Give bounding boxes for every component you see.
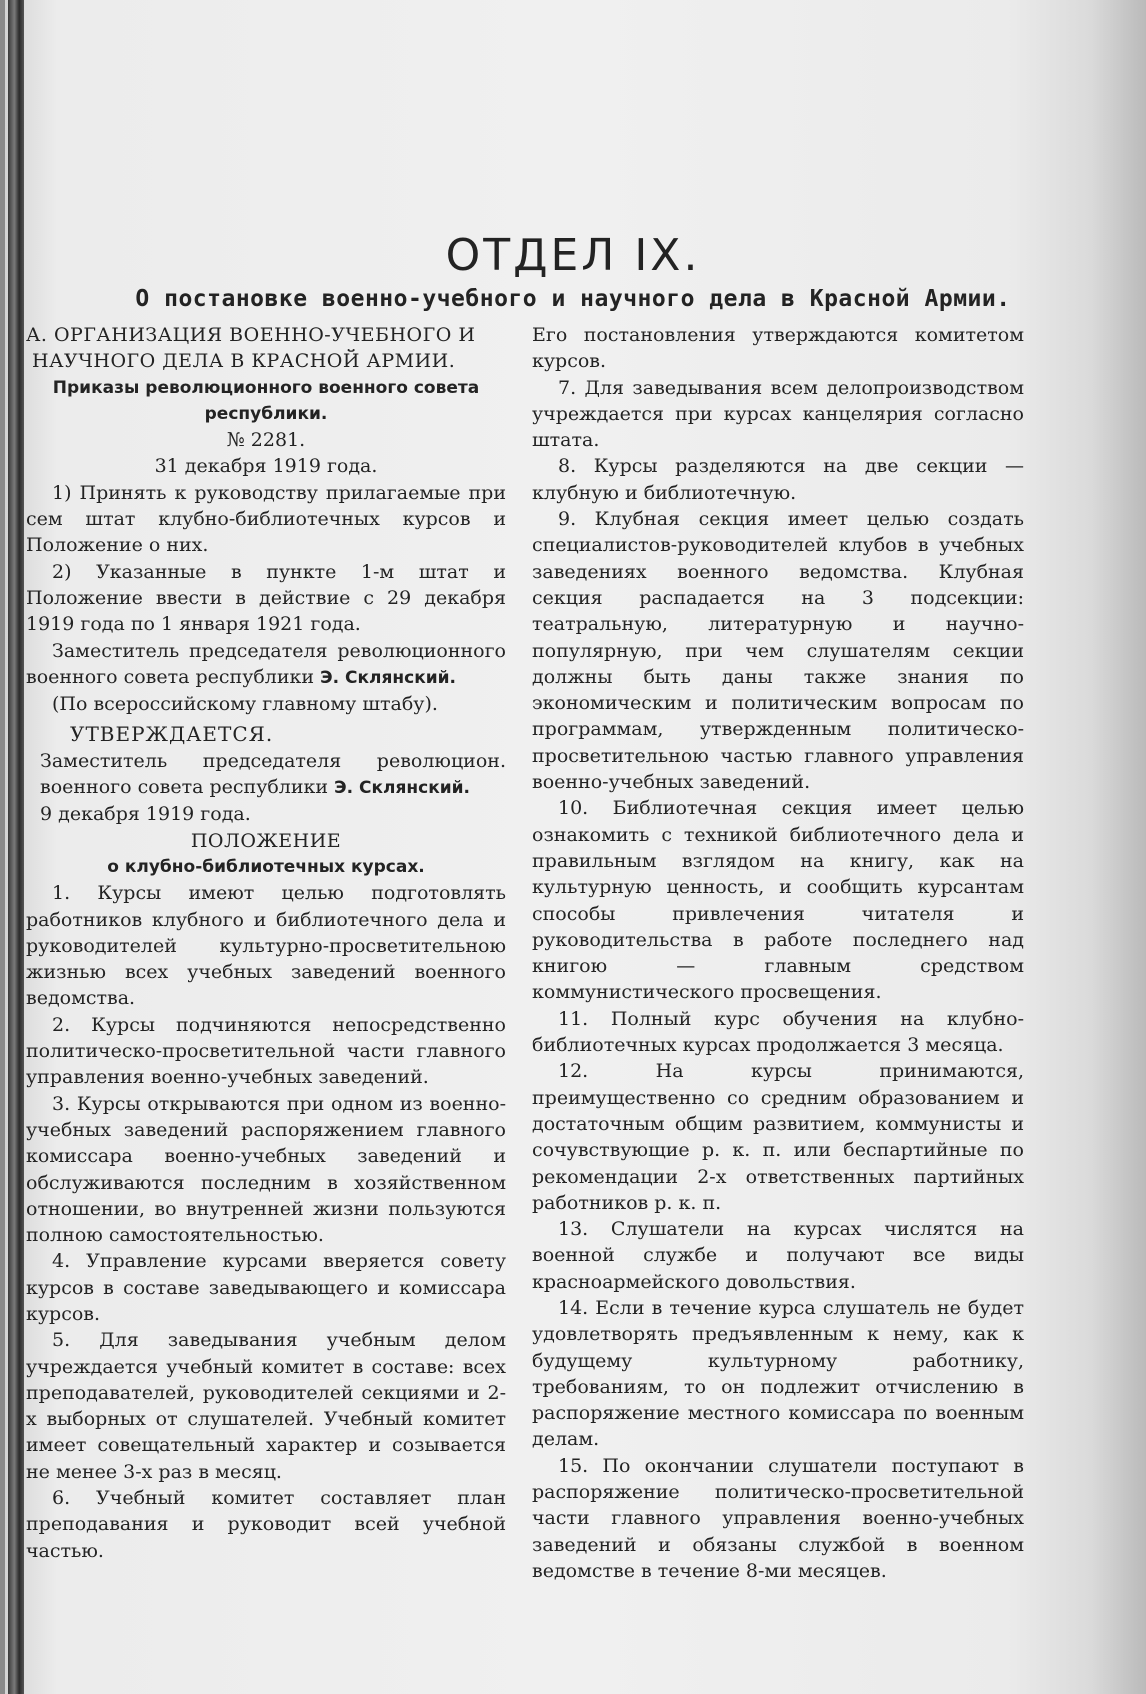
regulation-item-12: 12. На курсы принимаются, преимущественно со средним образованием и достаточным общим развитием, коммунисты и сочувствующие р. к. п. или беспартийные по рекомендации 2-х ответственных партийных работников р. к. п. <box>532 1060 1024 1214</box>
approve-block <box>26 748 506 802</box>
right-column <box>532 322 1024 1584</box>
regulation-item-7: 7. Для заведывания всем делопроизводством учреждается при курсах канцелярия согласно штата. <box>532 376 1024 452</box>
order-paragraph-2: 2) Указанные в пункте 1-м штат и Положение ввести в действие с 29 декабря 1919 года по 1 января 1921 года. <box>26 560 506 636</box>
regulation-subtitle: о клубно-библиотечных курсах. <box>107 856 425 877</box>
regulation-item-15: 15. По окончании слушатели поступают в распоряжение политическо-просветительной части главного управления военно-учебных заведений и обязаны службой в военном ведомстве в течение 8-ми месяцев. <box>532 1454 1024 1582</box>
regulation-item-10: 10. Библиотечная секция имеет целью ознакомить с техникой библиотечного дела и правильным взглядом на книгу, как на культурную ценность, и сообщить курсантам способы привлечения читателя и руководительства в работе последнего над книгою — главным средством коммунистического просвещения. <box>532 797 1024 1004</box>
regulation-item-3: 3. Курсы открываются при одном из военно-учебных заведений распоряжением главного комиссара военно-учебных заведений и обслуживаются последним в хозяйственном отношении, во внутренней жизни пользуются полною самостоятельностью. <box>26 1092 506 1247</box>
regulation-item-8: 8. Курсы разделяются на две секции — клубную и библиотечную. <box>532 455 1024 504</box>
regulation-item-14: 14. Если в течение курса слушатель не будет удовлетворять предъявленным к нему, как к будущему культурному работнику, требованиям, то он подлежит отчислению в распоряжение местного комиссара по военным делам. <box>532 1296 1024 1451</box>
heading-a-line2: НАУЧНОГО ДЕЛА В КРАСНОЙ АРМИИ. <box>32 350 456 373</box>
regulation-item-9: 9. Клубная секция имеет целью создать специалистов-руководителей клубов в учебных заведениях военного ведомства. Клубная секция распадается на 3 подсекции: театральную, литературную и научно-популярную, при чем слушателям секции должны быть даны также знания по экономическим и политическим вопросам по программам, утвержденным политическо-просветительною частью главного управления военно-учебных заведений. <box>532 508 1024 794</box>
approve-date: 9 декабря 1919 года. <box>40 803 251 826</box>
regulation-title: ПОЛОЖЕНИЕ <box>190 829 342 852</box>
regulation-item-6: 6. Учебный комитет составляет план преподавания и руководит всей учебной частью. <box>26 1487 506 1562</box>
order-number: № 2281. <box>226 429 306 452</box>
section-subtitle: О постановке военно-учебного и научного дела в Красной Армии. <box>135 286 1011 312</box>
section-title: ОТДЕЛ IX. <box>445 230 701 281</box>
approve-title: УТВЕРЖДАЕТСЯ. <box>70 722 274 747</box>
regulation-item-1: 1. Курсы имеют целью подготовлять работников клубного и библиотечного дела и руководителей культурно-просветительною жизнью всех учебных заведений военного ведомства. <box>26 882 506 1010</box>
regulation-item-5: 5. Для заведывания учебным делом учреждается учебный комитет в составе: всех преподавателей, руководителей секциями и 2-х выборных от слушателей. Учебный комитет имеет совещательный характер и созывается не менее 3-х раз в месяц. <box>26 1329 506 1483</box>
signature-role: Заместитель председателя революционного военного совета республики <box>26 639 506 688</box>
left-column <box>26 322 506 1564</box>
signature-block <box>26 638 506 692</box>
signature-name: Э. Склянский. <box>320 667 457 688</box>
order-paragraph-1: 1) Принять к руководству прилагаемые при сем штат клубно-библиотечных курсов и Положение о них. <box>26 481 506 557</box>
signature-note: (По всероссийскому главному штабу). <box>52 693 438 716</box>
approve-name: Э. Склянский. <box>334 778 471 799</box>
regulation-item-6-continued: Его постановления утверждаются комитетом курсов. <box>532 324 1024 373</box>
regulation-item-2: 2. Курсы подчиняются непосредственно политическо-просветительной части главного управления военно-учебных заведений. <box>26 1013 506 1089</box>
heading-a-line1: А. ОРГАНИЗАЦИЯ ВОЕННО-УЧЕБНОГО И <box>26 324 476 346</box>
regulation-item-11: 11. Полный курс обучения на клубно-библиотечных курсах продолжается 3 месяца. <box>532 1007 1024 1057</box>
orders-heading: Приказы революционного военного совета республики. <box>52 377 480 424</box>
order-date: 31 декабря 1919 года. <box>154 455 378 478</box>
regulation-item-4: 4. Управление курсами вверяется совету курсов в составе заведывающего и комиссара курсов. <box>26 1250 506 1325</box>
regulation-item-13: 13. Слушатели на курсах числятся на военной службе и получают все виды красноармейского довольствия. <box>532 1218 1024 1293</box>
approve-role: Заместитель председателя революцион. военного совета республики <box>40 749 506 799</box>
